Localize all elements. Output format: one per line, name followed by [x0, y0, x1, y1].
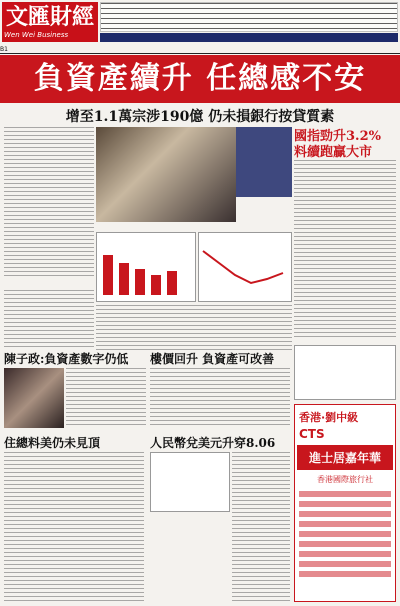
stats-table	[236, 127, 292, 197]
chen-text	[66, 368, 146, 428]
logo-subtitle: Wen Wei Business	[4, 31, 69, 39]
bar	[119, 263, 129, 295]
series-line	[203, 251, 283, 283]
ad-cts: CTS	[299, 427, 325, 441]
logo-text: 文匯財經	[6, 4, 95, 30]
center-column-text	[96, 305, 292, 350]
photo-chen	[4, 368, 64, 428]
info-bar	[100, 33, 398, 42]
main-headline: 負資產續升 任總感不安	[0, 55, 400, 103]
bar	[135, 269, 145, 295]
left-column-text	[4, 290, 94, 350]
chart-rmb	[150, 452, 230, 512]
chart-right	[198, 232, 292, 302]
ivy-text	[4, 452, 144, 602]
story-right-text	[294, 160, 396, 340]
chart-left	[96, 232, 196, 302]
market-ticker-table	[100, 2, 398, 32]
bar	[103, 255, 113, 295]
bar	[151, 275, 161, 295]
ivy-title: 住總料美仍未見頂	[4, 436, 101, 450]
chart-left-svg	[97, 233, 195, 301]
page-line	[0, 46, 400, 54]
ad-headline: 進士居嘉年華	[297, 445, 393, 470]
market-title: 樓價回升 負資產可改善	[150, 352, 275, 366]
rmb-text	[232, 452, 290, 602]
chart-index	[294, 345, 396, 400]
ad-brand: 香港·劉中級	[299, 411, 359, 424]
masthead	[0, 0, 400, 46]
ad-price-list	[299, 491, 391, 581]
intro-text	[4, 127, 94, 277]
bar	[167, 271, 177, 295]
ad-block	[294, 404, 396, 602]
story-right-title-2: 料續跑贏大市	[294, 145, 373, 160]
sub-headline: 增至1.1萬宗涉190億 仍未損銀行按貸質素	[65, 109, 335, 125]
story-right-title-1: 國指勁升3.2%	[294, 129, 381, 144]
page-number: B1	[0, 46, 8, 53]
ad-sub: 香港國際旅行社	[317, 475, 373, 484]
chen-title: 陳子政:負資產數字仍低	[4, 352, 129, 366]
photo-speaker	[96, 127, 236, 222]
market-text	[150, 368, 290, 428]
chart-right-svg	[199, 233, 291, 301]
rmb-title: 人民幣兌美元升穿8.06	[150, 436, 276, 450]
